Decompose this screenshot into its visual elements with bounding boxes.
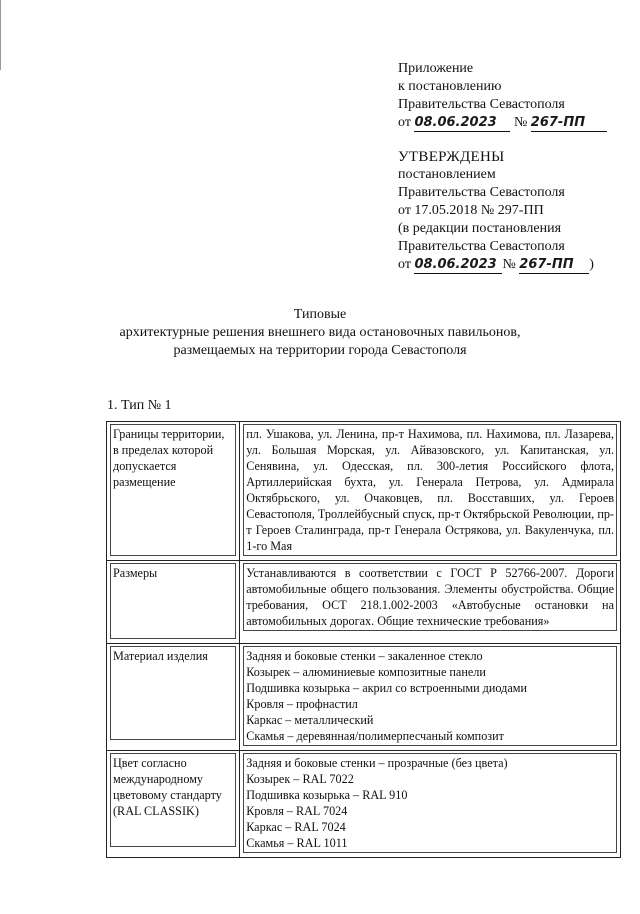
color-list — [243, 753, 617, 853]
approval-number: 267-ПП — [519, 257, 574, 272]
material-label: Материал изделия — [110, 646, 236, 740]
approval-date-line — [398, 256, 628, 274]
list-item: Каркас – металлический — [246, 713, 374, 727]
appendix-date-field — [414, 115, 510, 132]
appendix-number-sign: № — [513, 115, 528, 130]
list-item: Подшивка козырька – акрил со встроенными диодами — [246, 681, 527, 695]
value-cell — [240, 422, 621, 561]
list-item: Кровля – профнастил — [246, 697, 358, 711]
approval-date-field — [414, 257, 502, 274]
approval-line-4: (в редакции постановления — [398, 221, 562, 236]
approval-line-5: Правительства Севастополя — [398, 239, 565, 254]
label-cell — [107, 644, 240, 751]
table-row-dimensions — [107, 561, 621, 644]
territory-label: Границы территории, в пределах которой допускается размещение — [110, 424, 236, 556]
list-item: Задняя и боковые стенки – закаленное стекло — [246, 649, 483, 663]
approval-date-prefix: от — [398, 257, 411, 272]
approval-line-2: Правительства Севастополя — [398, 185, 565, 200]
approval-heading: УТВЕРЖДЕНЫ — [398, 149, 505, 165]
approval-number-field — [519, 257, 589, 274]
title-line-2: архитектурные решения внешнего вида остановочных павильонов, — [119, 325, 521, 340]
dimensions-value: Устанавливаются в соответствии с ГОСТ Р 52766-2007. Дороги автомобильные общего пользования. Элементы обустройства. Общие требования, ОСТ 218.1.002-2003 «Автобусные остановки на автомобильных дорогах. Общие технические требования» — [243, 563, 617, 631]
material-list — [243, 646, 617, 746]
approval-number-sign: № — [502, 257, 516, 272]
approval-line-3: от 17.05.2018 № 297-ПП — [398, 203, 544, 218]
approval-close-paren: ) — [589, 257, 594, 272]
approval-block — [398, 148, 628, 274]
list-item: Козырек – RAL 7022 — [246, 772, 354, 786]
appendix-number: 267-ПП — [530, 115, 586, 130]
appendix-header — [398, 60, 628, 132]
appendix-date-line — [398, 114, 628, 132]
list-item: Козырек – алюминиевые композитные панели — [246, 665, 486, 679]
value-cell — [240, 561, 621, 644]
label-cell — [107, 751, 240, 858]
appendix-date-prefix: от — [398, 115, 411, 130]
value-cell — [240, 751, 621, 858]
section-title: 1. Тип № 1 — [107, 398, 172, 413]
label-cell — [107, 422, 240, 561]
value-cell — [240, 644, 621, 751]
appendix-line-2: к постановлению — [398, 79, 502, 94]
list-item: Подшивка козырька – RAL 910 — [246, 788, 408, 802]
list-item: Скамья – RAL 1011 — [246, 836, 348, 850]
page-edge-mark — [0, 0, 7, 70]
list-item: Скамья – деревянная/полимерпесчаный композит — [246, 729, 504, 743]
approval-line-1: постановлением — [398, 167, 496, 182]
table-row-territory — [107, 422, 621, 561]
list-item: Кровля – RAL 7024 — [246, 804, 348, 818]
list-item: Задняя и боковые стенки – прозрачные (без цвета) — [246, 756, 508, 770]
dimensions-label: Размеры — [110, 563, 236, 639]
title-line-1: Типовые — [293, 307, 347, 322]
label-cell — [107, 561, 240, 644]
title-line-3: размещаемых на территории города Севастополя — [173, 343, 467, 358]
specification-table — [106, 421, 621, 858]
approval-date: 08.06.2023 — [414, 257, 497, 272]
table-row-material — [107, 644, 621, 751]
territory-value: пл. Ушакова, ул. Ленина, пр-т Нахимова, пл. Нахимова, пл. Лазарева, ул. Большая Морская, ул. Айвазовского, ул. Капитанская, ул. Сенявина, ул. Одесская, пл. 300-летия Российского флота, Артиллерийская бухта, ул. Генерала Петрова, ул. Адмирала Октябрьского, ул. Очаковцев, пл. Восставших, ул. Героев Севастополя, Троллейбусный спуск, пр-т Октябрьской Революции, пр-т Героев Сталинграда, пр-т Генерала Острякова, ул. Вакуленчука, пл. 1-го Мая — [243, 424, 617, 556]
appendix-number-field — [531, 115, 607, 132]
list-item: Каркас – RAL 7024 — [246, 820, 346, 834]
appendix-line-1: Приложение — [398, 61, 474, 76]
document-title — [100, 306, 540, 360]
appendix-date: 08.06.2023 — [414, 115, 497, 130]
table-row-color — [107, 751, 621, 858]
color-label: Цвет согласно международному цветовому стандарту (RAL CLASSIK) — [110, 753, 236, 847]
appendix-line-3: Правительства Севастополя — [398, 97, 565, 112]
